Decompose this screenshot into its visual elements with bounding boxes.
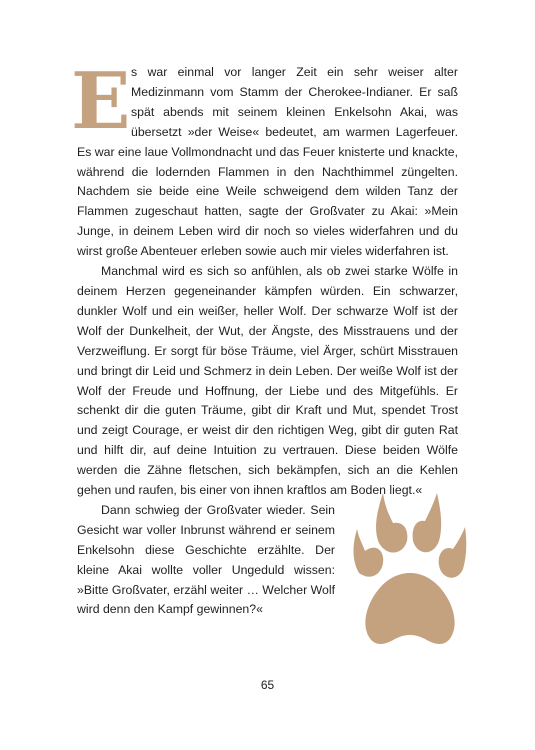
paw-toe-4 xyxy=(439,527,467,578)
paw-print-icon xyxy=(345,485,475,650)
drop-cap: E xyxy=(71,56,131,147)
paragraph-3: Dann schwieg der Großvater wieder. Sein Gesicht war voller Inbrunst während er seinem Enkelsohn diese Geschichte erzählte. Der kleine Akai wollte voller Ungeduld wissen: »Bitte Großvater, erzähl weiter … Welcher Wolf wird denn den Kampf gewinnen?« xyxy=(77,502,335,617)
paragraph-1-text: s war einmal vor langer Zeit ein sehr weiser alter Medizinmann vom Stamm der Cherokee-Indianer. Er saß spät abends mit seinem kleinen Enkelsohn Akai, was übersetzt »der Weise« bedeutet, am warmen Lagerfeuer. Es war eine laue Vollmondnacht und das Feuer knisterte und knackte, während die lodernden Flammen in den Nachthimmel züngelten. Nachdem sie beide eine Weile schweigend dem wilden Tanz der Flammen zugeschaut hatten, sagte der Großvater zu Akai: »Mein Junge, in deinem Leben wird dir noch so vieles widerfahren und du wirst große Abenteuer erleben sowie auch mir vieles widerfahren ist. xyxy=(77,65,458,259)
paw-toe-2 xyxy=(376,493,407,553)
paw-pad xyxy=(365,573,454,644)
page-number: 65 xyxy=(260,678,275,692)
paw-toe-3 xyxy=(413,493,442,552)
paragraph-1 xyxy=(71,56,458,262)
paragraph-2: Manchmal wird es sich so anfühlen, als ob zwei starke Wölfe in deinem Herzen gegeneinander kämpfen würden. Ein schwarzer, dunkler Wolf und ein weißer, heller Wolf. Der schwarze Wolf ist der Wolf der Dunkelheit, der Wut, der Ängste, des Misstrauens und der Verzweiflung. Er sorgt für böse Träume, viel Ärger, schürt Misstrauen und bringt dir Leid und Schmerz in dein Leben. Der weiße Wolf ist der Wolf der Freude und Hoffnung, der Liebe und des Mitgefühls. Er schenkt dir die guten Träume, gibt dir Kraft und Mut, spendet Trost und zeigt Courage, er weist dir den richtigen Weg, gibt dir guten Rat und hilft dir, auf deine Intuition zu vertrauen. Diese beiden Wölfe werden die Zähne fletschen, sich bekämpfen, sich an die Kehlen gehen und raufen, bis einer von ihnen kraftlos am Boden liegt.« xyxy=(77,264,458,498)
